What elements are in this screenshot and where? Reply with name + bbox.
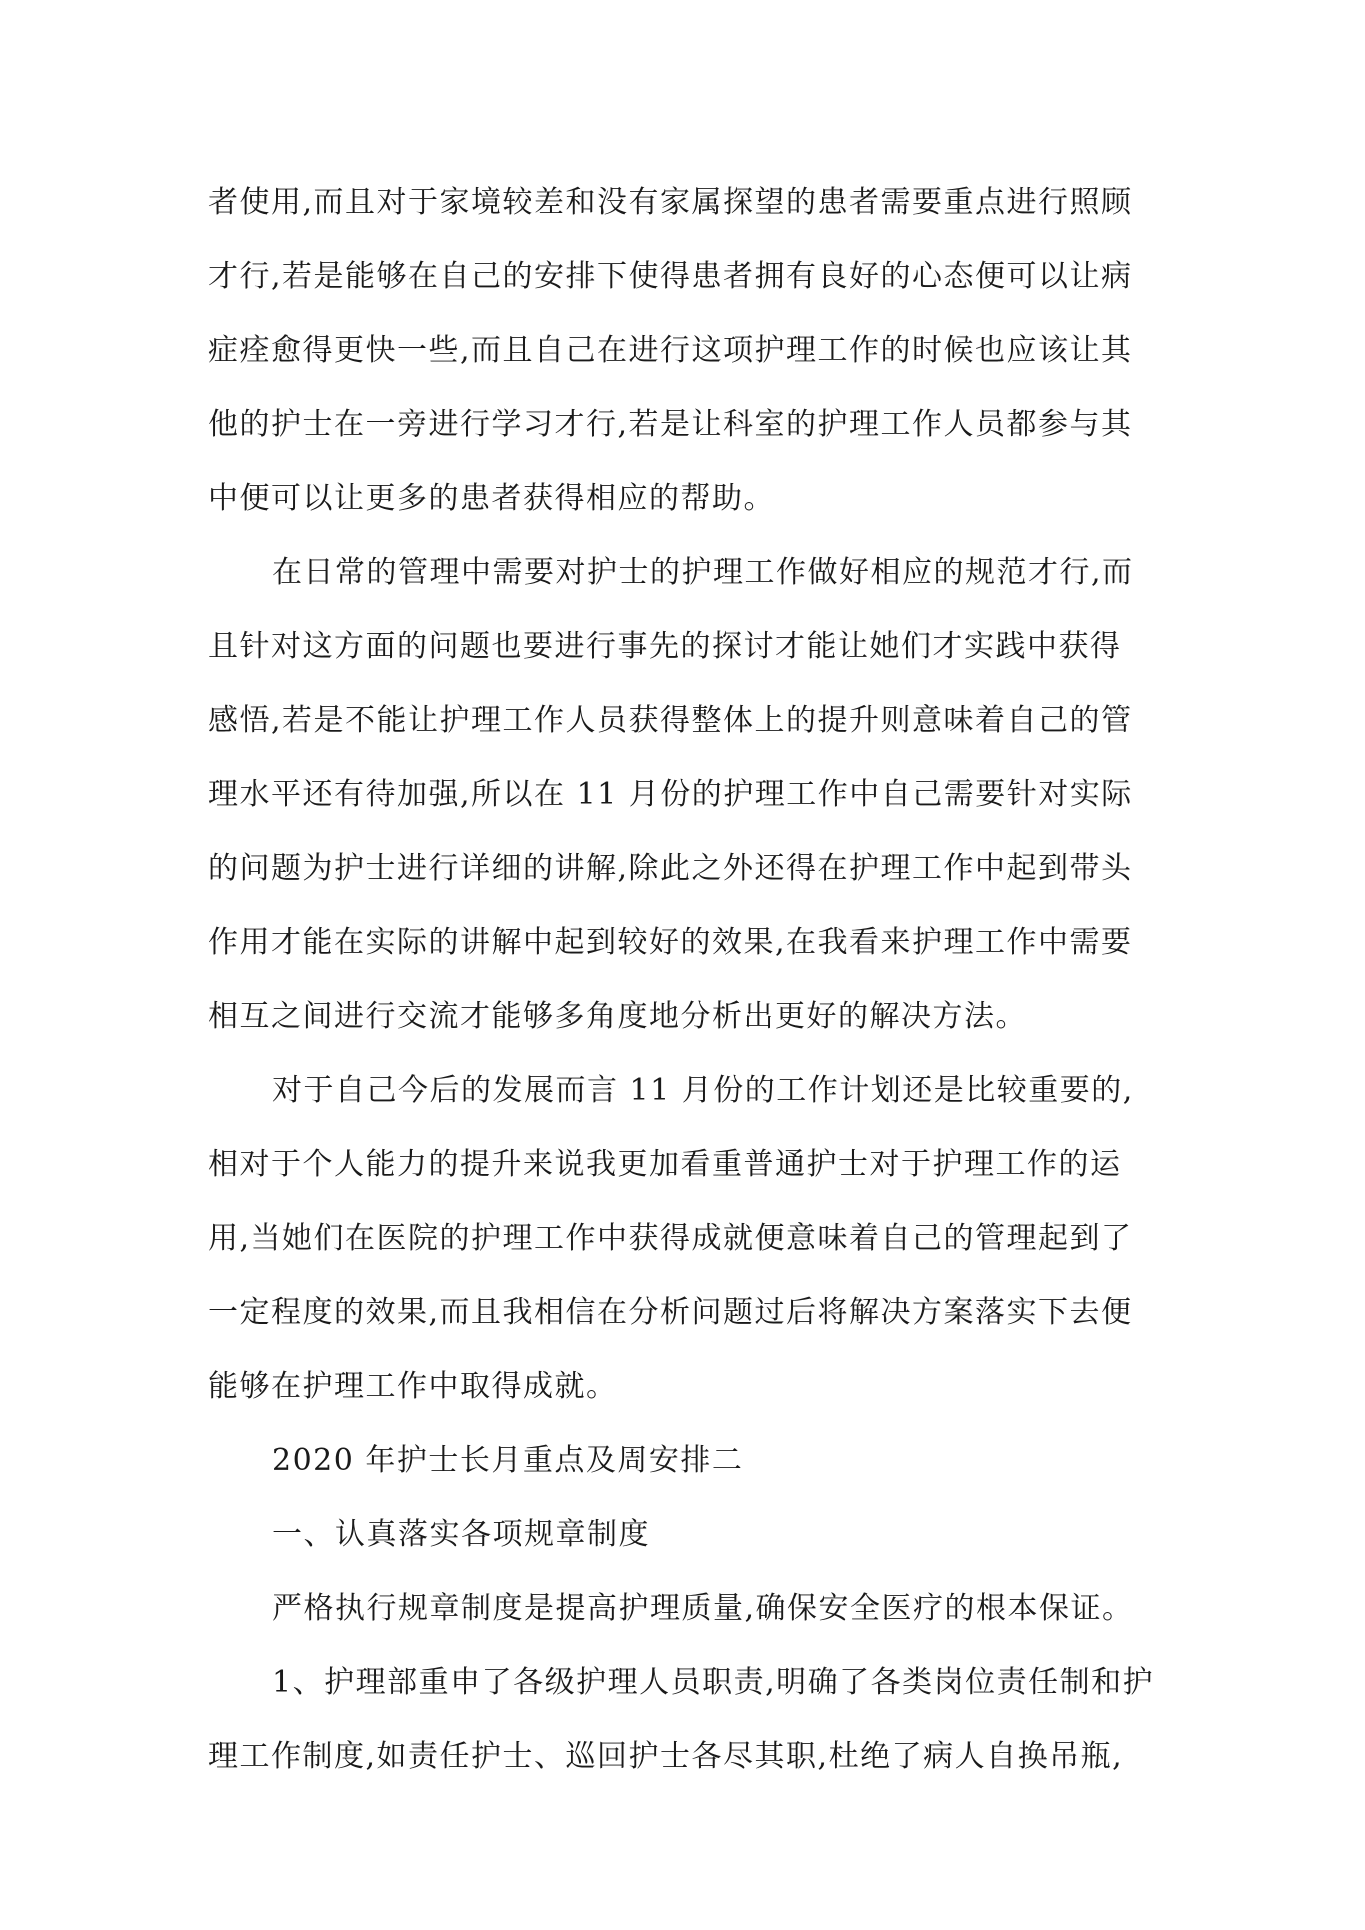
text-line: 的问题为护士进行详细的讲解,除此之外还得在护理工作中起到带头 [208,851,1133,886]
section-title: 2020 年护士长月重点及周安排二 [272,1443,744,1478]
text-line: 者使用,而且对于家境较差和没有家属探望的患者需要重点进行照顾 [208,185,1133,220]
text-line: 才行,若是能够在自己的安排下使得患者拥有良好的心态便可以让病 [208,259,1133,294]
paragraph-first-line: 对于自己今后的发展而言 11 月份的工作计划还是比较重要的, [272,1073,1134,1108]
section-heading: 一、认真落实各项规章制度 [272,1517,650,1552]
text-line: 中便可以让更多的患者获得相应的帮助。 [208,481,775,516]
text-line: 他的护士在一旁进行学习才行,若是让科室的护理工作人员都参与其 [208,407,1133,442]
text-line: 用,当她们在医院的护理工作中获得成就便意味着自己的管理起到了 [208,1221,1133,1256]
text-line: 能够在护理工作中取得成就。 [208,1369,618,1404]
text-line: 症痊愈得更快一些,而且自己在进行这项护理工作的时候也应该让其 [208,333,1133,368]
paragraph-first-line: 严格执行规章制度是提高护理质量,确保安全医疗的根本保证。 [272,1591,1134,1626]
document-body [208,166,1170,1794]
text-line: 理水平还有待加强,所以在 11 月份的护理工作中自己需要针对实际 [208,777,1133,812]
text-line: 且针对这方面的问题也要进行事先的探讨才能让她们才实践中获得 [208,629,1122,664]
text-line: 相互之间进行交流才能够多角度地分析出更好的解决方法。 [208,999,1027,1034]
text-line: 感悟,若是不能让护理工作人员获得整体上的提升则意味着自己的管 [208,703,1133,738]
text-line: 作用才能在实际的讲解中起到较好的效果,在我看来护理工作中需要 [208,925,1133,960]
text-line: 一定程度的效果,而且我相信在分析问题过后将解决方案落实下去便 [208,1295,1133,1330]
text-line: 理工作制度,如责任护士、巡回护士各尽其职,杜绝了病人自换吊瓶, [208,1739,1124,1774]
text-line: 相对于个人能力的提升来说我更加看重普通护士对于护理工作的运 [208,1147,1122,1182]
list-item-first-line: 1、护理部重申了各级护理人员职责,明确了各类岗位责任制和护 [272,1665,1155,1700]
paragraph-first-line: 在日常的管理中需要对护士的护理工作做好相应的规范才行,而 [272,555,1134,590]
